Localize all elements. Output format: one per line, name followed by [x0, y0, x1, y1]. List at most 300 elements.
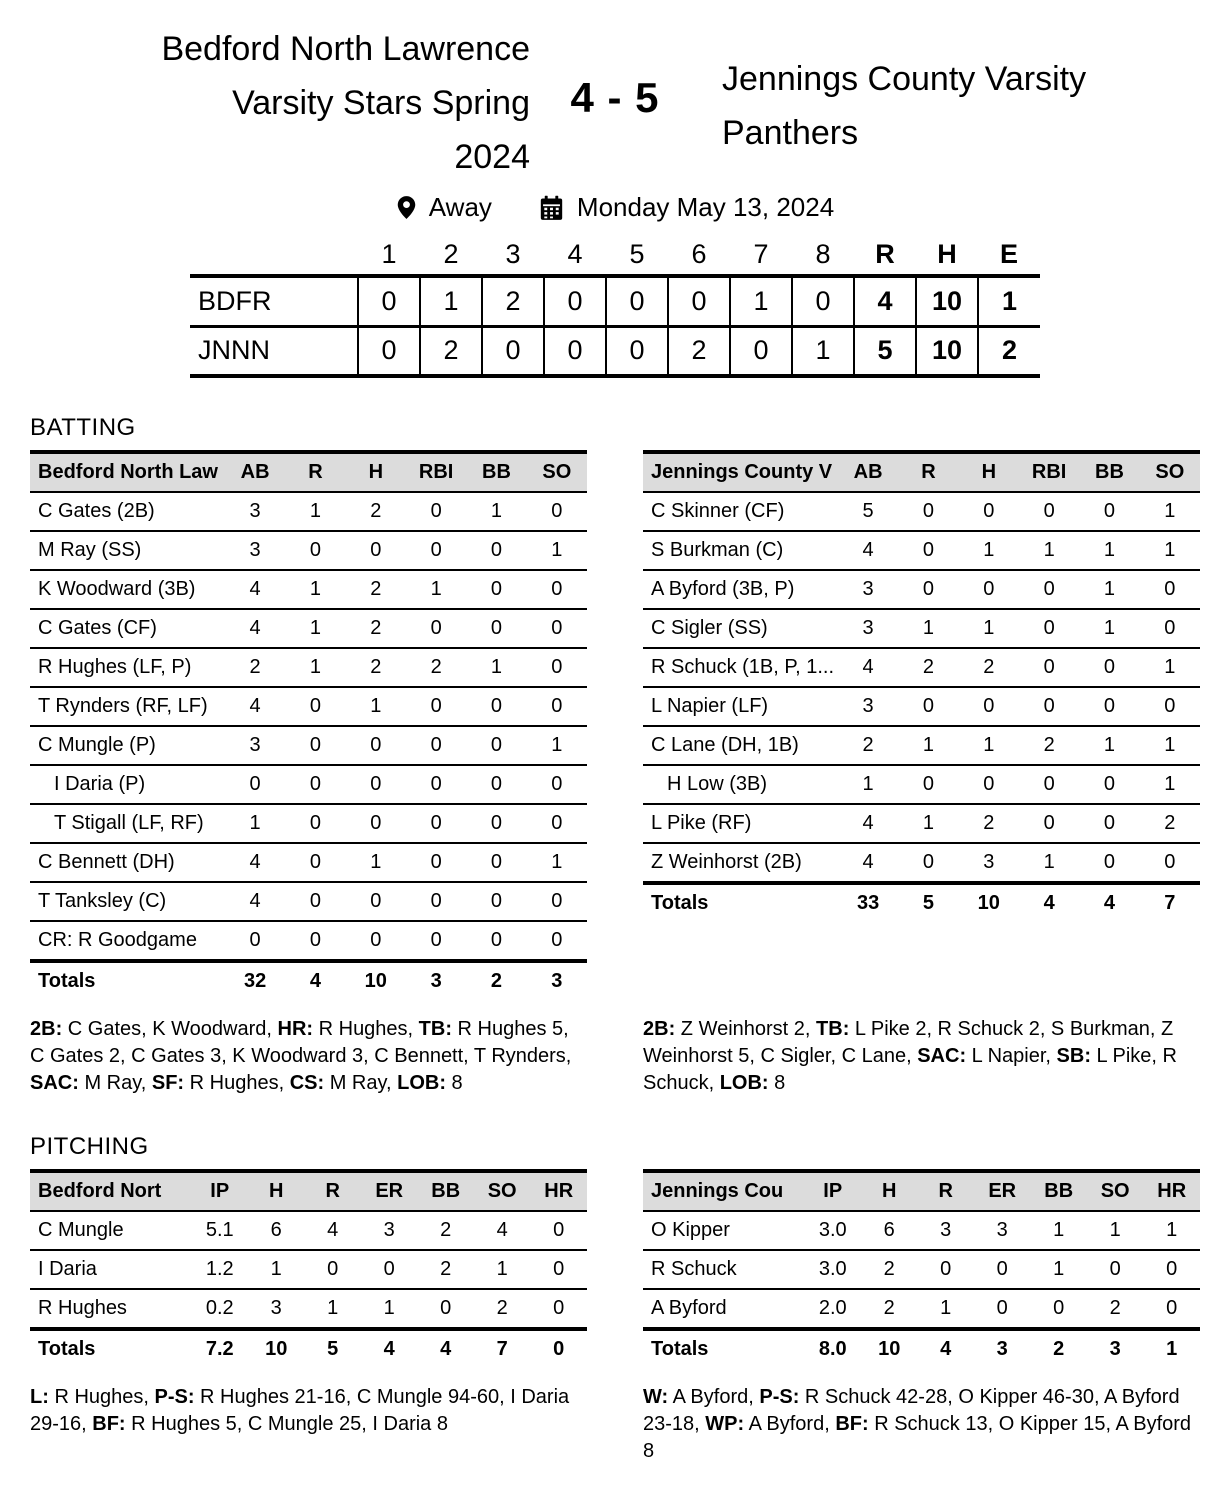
date-label: Monday May 13, 2024 [576, 192, 835, 222]
table-team-header: Jennings County V [643, 452, 838, 492]
pitching-table-home [30, 1169, 587, 1368]
player-name: C Mungle (P) [30, 726, 225, 765]
player-name: R Hughes [30, 1289, 192, 1329]
title-line: Bedford North Lawrence [161, 30, 530, 68]
line-score-row [190, 276, 1040, 326]
stat-column-header: AB [838, 452, 898, 492]
totals-row [30, 1329, 587, 1368]
batting-table-home-container [30, 450, 587, 1000]
stat-table-body [30, 492, 587, 1000]
player-name: R Schuck [643, 1250, 805, 1289]
stat-row [30, 1211, 587, 1250]
stat-value: 4 [838, 648, 898, 687]
title-line: Panthers [722, 114, 859, 152]
totals-label: Totals [643, 883, 838, 922]
stat-value: 0 [527, 687, 587, 726]
stat-value: 0 [1143, 1289, 1200, 1329]
stat-value: 1 [898, 609, 958, 648]
totals-value: 2 [1030, 1329, 1086, 1368]
pitching-tables [30, 1169, 1200, 1465]
stat-table-head [643, 1171, 1200, 1211]
inning-column-header: 5 [629, 239, 645, 269]
stat-row [30, 765, 587, 804]
stat-value: 0 [1079, 843, 1139, 883]
totals-value: 4 [917, 1329, 973, 1368]
stat-row [30, 687, 587, 726]
stat-row [643, 1250, 1200, 1289]
stat-value: 4 [304, 1211, 360, 1250]
player-name: M Ray (SS) [30, 531, 225, 570]
stat-value: 0 [466, 921, 526, 961]
inning-score: 0 [358, 326, 420, 376]
player-name: CR: R Goodgame [30, 921, 225, 961]
stat-column-header: AB [225, 452, 285, 492]
stat-value: 0 [527, 609, 587, 648]
pitching-notes-away: W: A Byford, P-S: R Schuck 42-28, O Kipper 46-30, A Byford 23-18, WP: A Byford, BF: R Schuck 13, O Kipper 15, A Byford 8 [643, 1386, 1192, 1462]
stat-value: 4 [225, 570, 285, 609]
stat-value: 1 [248, 1250, 304, 1289]
line-score-body [190, 276, 1040, 376]
stat-value: 1 [527, 531, 587, 570]
line-score-header-row [190, 239, 1040, 276]
player-name: C Gates (2B) [30, 492, 225, 531]
stat-value: 2.0 [805, 1289, 861, 1329]
stat-value: 0 [974, 1250, 1030, 1289]
stat-value: 1 [527, 843, 587, 882]
stat-column-header: SO [527, 452, 587, 492]
note-label: 2B: [30, 1018, 63, 1040]
stat-value: 1 [959, 609, 1019, 648]
stat-column-header: H [959, 452, 1019, 492]
stat-column-header: H [248, 1171, 304, 1211]
stat-value: 5.1 [192, 1211, 248, 1250]
inning-column-header: 4 [567, 239, 583, 269]
stat-row [30, 1250, 587, 1289]
player-name: K Woodward (3B) [30, 570, 225, 609]
table-team-header: Jennings Cou [643, 1171, 805, 1211]
stat-row [30, 531, 587, 570]
stat-value: 0 [527, 492, 587, 531]
totals-value: 3 [1087, 1329, 1143, 1368]
stat-value: 0 [406, 492, 466, 531]
stat-value: 0 [1019, 492, 1079, 531]
stat-value: 0 [1019, 609, 1079, 648]
game-meta [30, 192, 1200, 223]
stat-value: 1 [225, 804, 285, 843]
pitching-table-away-container [643, 1169, 1200, 1368]
stat-value: 3 [225, 531, 285, 570]
stat-column-header: RBI [406, 452, 466, 492]
stat-column-header: SO [1087, 1171, 1143, 1211]
note-label: BF: [92, 1413, 126, 1435]
away-team-name [700, 22, 1200, 160]
stat-value: 1 [474, 1250, 530, 1289]
stat-value: 1 [285, 570, 345, 609]
totals-value: 5 [898, 883, 958, 922]
stat-value: 1 [285, 609, 345, 648]
totals-value: 10 [861, 1329, 917, 1368]
player-name: C Sigler (SS) [643, 609, 838, 648]
inning-column-header: 1 [381, 239, 397, 269]
stat-value: 3 [838, 687, 898, 726]
stat-value: 3.0 [805, 1211, 861, 1250]
totals-value: 7.2 [192, 1329, 248, 1368]
stat-value: 0 [974, 1289, 1030, 1329]
inning-score: 1 [792, 326, 854, 376]
stat-value: 0 [898, 531, 958, 570]
stat-row [643, 1289, 1200, 1329]
calendar-icon [538, 194, 565, 221]
stat-value: 6 [861, 1211, 917, 1250]
inning-score: 4 [854, 276, 916, 326]
inning-column-header: R [875, 239, 895, 269]
batting-tables [30, 450, 1200, 1097]
stat-value: 1 [1079, 570, 1139, 609]
totals-value: 7 [1140, 883, 1200, 922]
player-name: L Napier (LF) [643, 687, 838, 726]
stat-row [643, 726, 1200, 765]
stat-value: 0 [959, 765, 1019, 804]
inning-score: 0 [792, 276, 854, 326]
stat-table-head [30, 1171, 587, 1211]
stat-value: 0 [406, 531, 466, 570]
stat-value: 1 [1019, 843, 1079, 883]
inning-column-header: 2 [443, 239, 459, 269]
note-label: L: [30, 1386, 49, 1408]
player-name: C Skinner (CF) [643, 492, 838, 531]
stat-value: 0 [406, 843, 466, 882]
stat-value: 0 [406, 804, 466, 843]
stat-value: 2 [346, 570, 406, 609]
stat-value: 1 [466, 492, 526, 531]
stat-value: 4 [838, 843, 898, 883]
totals-value: 4 [417, 1329, 473, 1368]
note-label: LOB: [719, 1072, 769, 1094]
stat-value: 1 [361, 1289, 417, 1329]
stat-value: 0 [527, 765, 587, 804]
stat-value: 1 [1140, 726, 1200, 765]
stat-value: 1 [959, 726, 1019, 765]
stat-value: 1 [1019, 531, 1079, 570]
stat-column-header: R [898, 452, 958, 492]
stat-value: 0 [530, 1289, 587, 1329]
stat-value: 0 [225, 765, 285, 804]
stat-value: 3 [838, 609, 898, 648]
stat-value: 1 [406, 570, 466, 609]
stat-value: 1 [898, 804, 958, 843]
stat-value: 4 [225, 687, 285, 726]
stat-value: 0 [304, 1250, 360, 1289]
stat-value: 0 [1079, 492, 1139, 531]
note-label: TB: [418, 1018, 452, 1040]
stat-column-header: R [285, 452, 345, 492]
stat-value: 0 [959, 570, 1019, 609]
totals-row [643, 883, 1200, 922]
totals-value: 8.0 [805, 1329, 861, 1368]
inning-column-header: 3 [505, 239, 521, 269]
stat-value: 0 [466, 882, 526, 921]
stat-row [30, 882, 587, 921]
inning-score: 0 [358, 276, 420, 326]
stat-row [643, 648, 1200, 687]
note-label: 2B: [643, 1018, 676, 1040]
stat-row [30, 843, 587, 882]
stat-value: 6 [248, 1211, 304, 1250]
stat-value: 0 [898, 765, 958, 804]
inning-score: 5 [854, 326, 916, 376]
stat-value: 0 [346, 765, 406, 804]
stat-value: 1 [285, 492, 345, 531]
line-score-table [190, 239, 1040, 378]
totals-row [30, 961, 587, 1000]
stat-value: 0 [466, 765, 526, 804]
stat-value: 0 [346, 921, 406, 961]
totals-label: Totals [643, 1329, 805, 1368]
stat-column-header: RBI [1019, 452, 1079, 492]
stat-value: 1 [346, 687, 406, 726]
stat-header-row [30, 452, 587, 492]
player-name: T Stigall (LF, RF) [30, 804, 225, 843]
note-label: TB: [816, 1018, 850, 1040]
totals-value: 4 [361, 1329, 417, 1368]
stat-value: 2 [417, 1250, 473, 1289]
inning-score: 2 [420, 326, 482, 376]
inning-column-header: 7 [753, 239, 769, 269]
location-label: Away [428, 192, 492, 222]
stat-value: 0 [1087, 1250, 1143, 1289]
inning-score: 10 [916, 326, 978, 376]
stat-column-header: ER [974, 1171, 1030, 1211]
stat-value: 3 [917, 1211, 973, 1250]
stat-value: 1.2 [192, 1250, 248, 1289]
stat-value: 0 [466, 726, 526, 765]
batting-notes-home: 2B: C Gates, K Woodward, HR: R Hughes, TB: R Hughes 5, C Gates 2, C Gates 3, K Woodward 3, C Bennett, T Rynders, SAC: M Ray, SF: R Hughes, CS: M Ray, LOB: 8 [30, 1018, 572, 1094]
pitching-table-home-container [30, 1169, 587, 1368]
stat-value: 0 [285, 531, 345, 570]
stat-value: 1 [1087, 1211, 1143, 1250]
batting-table-away-container [643, 450, 1200, 922]
note-label: BF: [835, 1413, 869, 1435]
stat-value: 1 [304, 1289, 360, 1329]
inning-score: 0 [544, 276, 606, 326]
stat-value: 0 [1140, 609, 1200, 648]
stat-value: 1 [346, 843, 406, 882]
stat-value: 1 [917, 1289, 973, 1329]
stat-row [30, 570, 587, 609]
team-abbreviation: JNNN [198, 335, 270, 366]
stat-row [30, 609, 587, 648]
stat-value: 0 [530, 1250, 587, 1289]
totals-value: 0 [530, 1329, 587, 1368]
stat-value: 4 [225, 843, 285, 882]
stat-value: 0 [285, 921, 345, 961]
stat-value: 1 [838, 765, 898, 804]
batting-notes-away: 2B: Z Weinhorst 2, TB: L Pike 2, R Schuck 2, S Burkman, Z Weinhorst 5, C Sigler, C Lane, SAC: L Napier, SB: L Pike, R Schuck, LOB: 8 [643, 1018, 1177, 1094]
player-name: A Byford (3B, P) [643, 570, 838, 609]
stat-value: 0 [1140, 570, 1200, 609]
inning-score: 2 [978, 326, 1040, 376]
inning-score: 10 [916, 276, 978, 326]
stat-column-header: BB [466, 452, 526, 492]
totals-value: 1 [1143, 1329, 1200, 1368]
stat-value: 4 [225, 882, 285, 921]
stat-row [643, 570, 1200, 609]
stat-value: 0 [898, 843, 958, 883]
totals-value: 7 [474, 1329, 530, 1368]
stat-value: 2 [959, 804, 1019, 843]
table-team-header: Bedford Nort [30, 1171, 192, 1211]
stat-column-header: HR [1143, 1171, 1200, 1211]
stat-row [643, 609, 1200, 648]
stat-value: 0 [466, 531, 526, 570]
stat-value: 0.2 [192, 1289, 248, 1329]
stat-table-body [30, 1211, 587, 1368]
stat-value: 0 [285, 843, 345, 882]
totals-value: 4 [285, 961, 345, 1000]
inning-column-header: H [937, 239, 957, 269]
stat-value: 2 [959, 648, 1019, 687]
note-label: SAC: [30, 1072, 79, 1094]
stat-value: 3 [974, 1211, 1030, 1250]
note-label: W: [643, 1386, 669, 1408]
stat-row [643, 765, 1200, 804]
stat-value: 0 [1019, 570, 1079, 609]
totals-value: 3 [974, 1329, 1030, 1368]
player-name: I Daria [30, 1250, 192, 1289]
stat-table-head [30, 452, 587, 492]
stat-value: 2 [225, 648, 285, 687]
note-label: WP: [705, 1413, 745, 1435]
player-name: C Gates (CF) [30, 609, 225, 648]
stat-value: 0 [1079, 765, 1139, 804]
stat-row [643, 843, 1200, 883]
stat-value: 0 [466, 804, 526, 843]
stat-value: 0 [959, 687, 1019, 726]
stat-value: 1 [959, 531, 1019, 570]
title-line: Jennings County Varsity [722, 60, 1087, 98]
stat-value: 0 [898, 492, 958, 531]
totals-value: 4 [1019, 883, 1079, 922]
stat-row [643, 492, 1200, 531]
inning-column-header: 6 [691, 239, 707, 269]
final-score: 4 - 5 [570, 74, 660, 121]
player-name: I Daria (P) [30, 765, 225, 804]
totals-value: 3 [527, 961, 587, 1000]
player-name: R Hughes (LF, P) [30, 648, 225, 687]
stat-value: 1 [1140, 492, 1200, 531]
totals-value: 10 [959, 883, 1019, 922]
inning-score: 2 [668, 326, 730, 376]
stat-value: 2 [1019, 726, 1079, 765]
inning-score: 0 [544, 326, 606, 376]
stat-value: 0 [1019, 765, 1079, 804]
title-line: 2024 [454, 138, 530, 176]
map-pin-icon [396, 194, 417, 221]
stat-value: 0 [285, 765, 345, 804]
stat-value: 0 [346, 531, 406, 570]
stat-value: 1 [466, 648, 526, 687]
stat-column-header: BB [417, 1171, 473, 1211]
player-name: S Burkman (C) [643, 531, 838, 570]
stat-value: 0 [1143, 1250, 1200, 1289]
note-label: HR: [277, 1018, 314, 1040]
totals-value: 2 [466, 961, 526, 1000]
stat-value: 0 [285, 804, 345, 843]
stat-value: 0 [1019, 687, 1079, 726]
player-name: C Lane (DH, 1B) [643, 726, 838, 765]
batting-table-away [643, 450, 1200, 922]
stat-value: 0 [406, 726, 466, 765]
stat-value: 0 [1030, 1289, 1086, 1329]
stat-value: 0 [466, 687, 526, 726]
stat-value: 2 [346, 609, 406, 648]
stat-value: 0 [346, 882, 406, 921]
stat-value: 1 [1079, 726, 1139, 765]
note-label: SB: [1056, 1045, 1091, 1067]
stat-value: 0 [346, 726, 406, 765]
stat-value: 0 [917, 1250, 973, 1289]
totals-value: 10 [346, 961, 406, 1000]
stat-value: 4 [225, 609, 285, 648]
stat-column-header: IP [192, 1171, 248, 1211]
player-name: C Bennett (DH) [30, 843, 225, 882]
batting-table-home [30, 450, 587, 1000]
stat-value: 2 [346, 648, 406, 687]
stat-value: 0 [1140, 843, 1200, 883]
stat-value: 0 [466, 843, 526, 882]
stat-row [30, 921, 587, 961]
stat-value: 2 [861, 1250, 917, 1289]
stat-column-header: BB [1079, 452, 1139, 492]
player-name: T Tanksley (C) [30, 882, 225, 921]
inning-score: 0 [730, 326, 792, 376]
inning-column-header: 8 [815, 239, 831, 269]
inning-score: 0 [606, 326, 668, 376]
stat-value: 1 [898, 726, 958, 765]
stat-value: 1 [1030, 1211, 1086, 1250]
stat-value: 0 [1079, 648, 1139, 687]
stat-value: 0 [1140, 687, 1200, 726]
stat-value: 2 [1087, 1289, 1143, 1329]
stat-column-header: H [861, 1171, 917, 1211]
inning-score: 0 [482, 326, 544, 376]
stat-value: 3.0 [805, 1250, 861, 1289]
stat-column-header: IP [805, 1171, 861, 1211]
stat-value: 0 [285, 687, 345, 726]
totals-value: 3 [406, 961, 466, 1000]
stat-value: 0 [527, 882, 587, 921]
stat-column-header: R [917, 1171, 973, 1211]
stat-column-header: BB [1030, 1171, 1086, 1211]
inning-score: 2 [482, 276, 544, 326]
stat-value: 3 [225, 726, 285, 765]
stat-value: 0 [1019, 648, 1079, 687]
totals-label: Totals [30, 1329, 192, 1368]
stat-value: 0 [466, 609, 526, 648]
totals-value: 32 [225, 961, 285, 1000]
stat-column-header: SO [474, 1171, 530, 1211]
stat-value: 2 [346, 492, 406, 531]
stat-value: 0 [1079, 687, 1139, 726]
player-name: H Low (3B) [643, 765, 838, 804]
pitching-table-away [643, 1169, 1200, 1368]
stat-value: 4 [838, 531, 898, 570]
stat-value: 0 [346, 804, 406, 843]
stat-value: 0 [361, 1250, 417, 1289]
stat-value: 5 [838, 492, 898, 531]
totals-value: 5 [304, 1329, 360, 1368]
stat-value: 2 [417, 1211, 473, 1250]
